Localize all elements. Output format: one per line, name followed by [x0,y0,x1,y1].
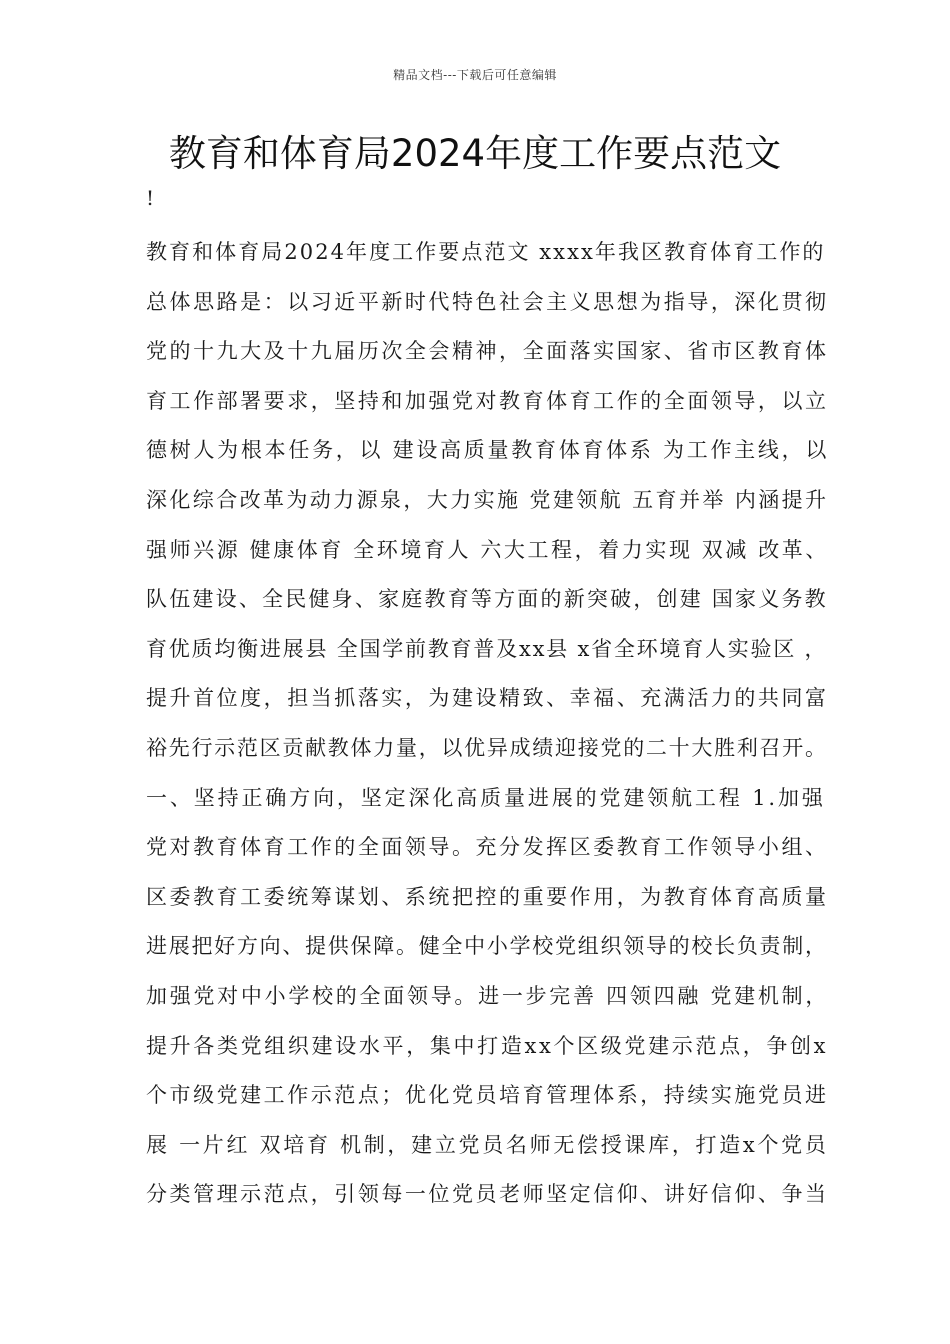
body-line: 德树人为根本任务，以 建设高质量教育体育体系 为工作主线，以 [146,438,830,463]
document-title: 教育和体育局2024年度工作要点范文 [168,132,782,175]
body-line: 提升首位度，担当抓落实，为建设精致、幸福、充满活力的共同富 [146,686,829,711]
body-line: 强师兴源 健康体育 全环境育人 六大工程，着力实现 双减 改革、 [146,537,829,562]
body-line: 加强党对中小学校的全面领导。进一步完善 四领四融 党建机制， [146,984,830,1008]
body-line: 分类管理示范点，引领每一位党员老师坚定信仰、讲好信仰、争当 [146,1182,829,1207]
body-line: 党的十九大及十九届历次全会精神，全面落实国家、省市区教育体 [146,339,829,364]
body-line: 育优质均衡进展县 全国学前教育普及xx县 x省全环境育人实验区 ， [146,636,828,661]
body-line: 教育和体育局2024年度工作要点范文 xxxx年我区教育体育工作的 [146,240,826,264]
body-line: 个市级党建工作示范点；优化党员培育管理体系，持续实施党员进 [146,1083,829,1108]
body-line: 裕先行示范区贡献教体力量，以优异成绩迎接党的二十大胜利召开。 [146,736,828,760]
body-line: 进展把好方向、提供保障。健全中小学校党组织领导的校长负责制， [146,934,828,959]
exclamation-mark: ! [146,186,155,210]
body-line: 区委教育工委统筹谋划、系统把控的重要作用，为教育体育高质量 [146,884,829,909]
body-line: 党对教育体育工作的全面领导。充分发挥区委教育工作领导小组、 [146,835,829,860]
body-line: 深化综合改革为动力源泉，大力实施 党建领航 五育并举 内涵提升 [146,488,829,512]
body-line: 提升各类党组织建设水平，集中打造xx个区级党建示范点，争创x [146,1033,829,1058]
body-line: 总体思路是：以习近平新时代特色社会主义思想为指导，深化贯彻 [146,289,829,314]
header-note: 精品文档---下载后可任意编辑 [393,68,557,82]
body-line: 育工作部署要求，坚持和加强党对教育体育工作的全面领导，以立 [146,388,829,413]
body-line: 展 一片红 双培育 机制，建立党员名师无偿授课库，打造x个党员 [146,1132,829,1157]
body-line: 队伍建设、全民健身、家庭教育等方面的新突破，创建 国家义务教 [146,587,828,612]
body-line: 一、坚持正确方向，坚定深化高质量进展的党建领航工程 1.加强 [146,785,826,810]
